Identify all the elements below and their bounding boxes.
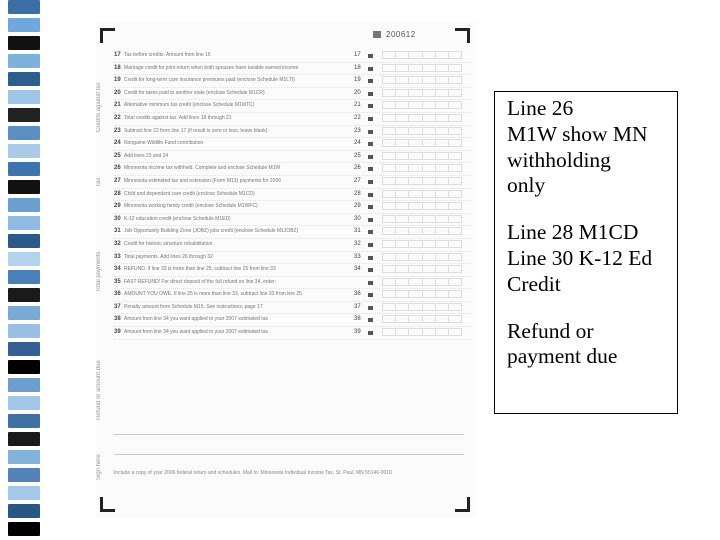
side-label-payments: Total payments (96, 251, 102, 293)
line-description: Minnesota estimated tax and extension (Form M13) payments for 2006 (124, 177, 282, 184)
line-marker (368, 180, 373, 184)
form-line-row (114, 151, 472, 164)
amount-field (382, 303, 462, 311)
side-label-credits: Credits against tax (96, 82, 102, 132)
line-number: 22 (114, 114, 121, 121)
note-line: payment due (507, 344, 618, 369)
bar-square (8, 504, 40, 518)
line-number: 28 (114, 190, 121, 197)
form-line-row (114, 314, 472, 327)
form-line-row (114, 189, 472, 202)
bar-square (8, 270, 40, 284)
note-line: withholding (507, 147, 611, 172)
line-marker (368, 205, 373, 209)
amount-field (382, 127, 462, 135)
bar-square (8, 360, 40, 374)
form-line-row (114, 88, 472, 101)
bar-square (8, 306, 40, 320)
form-line-row (114, 289, 472, 302)
line-marker (368, 281, 373, 285)
spouse-signature-line (114, 454, 464, 455)
bar-square (8, 144, 40, 158)
amount-field (382, 164, 462, 172)
bar-square (8, 198, 40, 212)
amount-field (382, 114, 462, 122)
line-marker (368, 268, 373, 272)
bar-square (8, 468, 40, 482)
amount-field (382, 51, 462, 59)
amount-field (382, 139, 462, 147)
left-decorative-bar (8, 0, 40, 540)
line-description: Job Opportunity Building Zone (JOBZ) jobs credit (enclose Schedule M1JOBZ) (124, 228, 299, 235)
form-code-marker (373, 31, 381, 38)
line-marker (368, 218, 373, 222)
line-number-right: 32 (354, 240, 361, 247)
amount-field (382, 227, 462, 235)
bar-square (8, 72, 40, 86)
line-description: Subtract line 22 from line 17 (if result is zero or less, leave blank) (124, 127, 268, 134)
note-line: M1W show MN (507, 121, 648, 146)
note-block-credits (507, 220, 677, 297)
line-description: Credit for taxes paid to another state (enclose Schedule M1CR) (124, 89, 265, 96)
bar-square (8, 0, 40, 14)
line-description: Child and dependent care credit (enclose Schedule M1CD) (124, 190, 255, 197)
line-number-right: 25 (354, 152, 361, 159)
line-number-right: 27 (354, 177, 361, 184)
line-marker (368, 54, 373, 58)
amount-field (382, 76, 462, 84)
line-marker (368, 293, 373, 297)
line-marker (368, 92, 373, 96)
amount-field (382, 315, 462, 323)
form-line-row (114, 126, 472, 139)
side-label-sign: Sign here (96, 454, 102, 480)
line-number: 36 (114, 291, 121, 298)
crop-mark-bottom-left (100, 497, 115, 512)
line-description: Credit for long-term care insurance premiums paid (enclose Schedule M1LTI) (124, 77, 295, 84)
form-line-row (114, 226, 472, 239)
line-marker (368, 331, 373, 335)
line-number: 18 (114, 64, 121, 71)
amount-field (382, 152, 462, 160)
line-number-right: 38 (354, 316, 361, 323)
line-marker (368, 167, 373, 171)
note-line: Credit (507, 271, 561, 296)
amount-field (382, 89, 462, 97)
line-number: 33 (114, 253, 121, 260)
line-number-right: 33 (354, 253, 361, 260)
line-number: 17 (114, 52, 121, 58)
line-description: Penalty amount from Schedule M15. See instructions, page 17 (124, 303, 263, 310)
line-number: 32 (114, 240, 121, 247)
line-number: 23 (114, 127, 121, 134)
line-number-right: 30 (354, 215, 361, 222)
line-number-right: 29 (354, 203, 361, 210)
crop-mark-top-left (100, 28, 115, 43)
amount-field (382, 64, 462, 72)
bar-square (8, 252, 40, 266)
line-description: REFUND. If line 33 is more than line 25, subtract line 25 from line 33 (124, 266, 276, 273)
form-line-row (114, 239, 472, 252)
line-description: Nongame Wildlife Fund contribution (124, 140, 204, 147)
line-marker (368, 230, 373, 234)
note-line: only (507, 173, 546, 198)
form-line-row (114, 138, 472, 151)
form-line-row (114, 252, 472, 265)
line-number-right: 17 (354, 52, 361, 58)
form-line-row (114, 113, 472, 126)
form-line-row (114, 63, 472, 76)
bar-square (8, 288, 40, 302)
line-description: AMOUNT YOU OWE. If line 25 is more than line 33, subtract line 33 from line 25 (124, 291, 302, 298)
note-block-refund (507, 319, 677, 371)
line-description: K-12 education credit (enclose Schedule M1ED) (124, 215, 231, 222)
line-number-right: 26 (354, 165, 361, 172)
amount-field (382, 328, 462, 336)
bar-square (8, 180, 40, 194)
line-number-right: 23 (354, 127, 361, 134)
bar-square (8, 486, 40, 500)
amount-field (382, 240, 462, 248)
amount-field (382, 202, 462, 210)
bar-square (8, 54, 40, 68)
notes-text-box (494, 91, 678, 414)
form-line-row (114, 100, 472, 113)
bar-square (8, 324, 40, 338)
note-line: Line 28 M1CD (507, 220, 639, 245)
line-description: Total credits against tax. Add lines 18 through 21 (124, 114, 232, 121)
line-number-right: 19 (354, 77, 361, 84)
bar-square (8, 36, 40, 50)
signature-line (114, 434, 464, 435)
line-marker (368, 130, 373, 134)
line-number-right: 39 (354, 329, 361, 336)
line-description: Amount from line 34 you want applied to your 2007 estimated tax (124, 316, 268, 323)
note-block-withholding (507, 96, 677, 199)
line-marker (368, 306, 373, 310)
line-marker (368, 117, 373, 121)
line-description: Minnesota working family credit (enclose Schedule M1WFC) (124, 203, 258, 210)
line-number-right: 24 (354, 140, 361, 147)
line-description: FAST REFUND! For direct deposit of the full refund on line 34, enter: (124, 278, 276, 285)
line-number: 25 (114, 152, 121, 159)
line-marker (368, 243, 373, 247)
bar-square (8, 108, 40, 122)
line-number: 34 (114, 266, 121, 273)
line-number-right: 37 (354, 303, 361, 310)
note-line: Line 26 (507, 96, 574, 120)
line-number: 20 (114, 89, 121, 96)
bar-square (8, 216, 40, 230)
line-description: Alternative minimum tax credit (enclose Schedule M1MTC) (124, 102, 255, 109)
line-number: 26 (114, 165, 121, 172)
line-number-right: 18 (354, 64, 361, 71)
line-marker (368, 193, 373, 197)
line-marker (368, 104, 373, 108)
tax-form-scan (96, 22, 476, 518)
line-number-right: 34 (354, 266, 361, 273)
line-description: Tax before credits. Amount from line 16 (124, 52, 211, 58)
line-marker (368, 256, 373, 260)
bar-square (8, 162, 40, 176)
line-number: 29 (114, 203, 121, 210)
bar-square (8, 414, 40, 428)
crop-mark-top-right (455, 28, 470, 43)
form-line-row (114, 50, 472, 63)
form-line-row (114, 176, 472, 189)
line-number: 30 (114, 215, 121, 222)
form-line-row (114, 277, 472, 290)
line-number-right: 31 (354, 228, 361, 235)
line-marker (368, 318, 373, 322)
line-description: Marriage credit for joint return when both spouses have taxable earned income (124, 64, 299, 71)
crop-mark-bottom-right (455, 497, 470, 512)
line-number-right: 22 (354, 114, 361, 121)
line-number: 38 (114, 316, 121, 323)
amount-field (382, 190, 462, 198)
note-line: Refund or (507, 318, 594, 343)
line-description: Amount from line 34 you want applied to your 2007 estimated tax (124, 329, 268, 336)
amount-field (382, 215, 462, 223)
side-label-tax: Tax (96, 177, 102, 187)
bar-square (8, 396, 40, 410)
bar-square (8, 90, 40, 104)
line-marker (368, 155, 373, 159)
line-number-right: 21 (354, 102, 361, 109)
amount-field (382, 265, 462, 273)
line-number-right: 20 (354, 89, 361, 96)
line-number: 35 (114, 278, 121, 285)
amount-field (382, 253, 462, 261)
bar-square (8, 126, 40, 140)
form-footer-text: Include a copy of your 2006 federal return and schedules. Mail to: Minnesota Individual Income Tax, St. Paul, MN 55146-0010 (114, 470, 392, 476)
bar-square (8, 234, 40, 248)
form-line-row (114, 163, 472, 176)
line-marker (368, 142, 373, 146)
form-line-row (114, 214, 472, 227)
line-number: 19 (114, 77, 121, 84)
bar-square (8, 342, 40, 356)
bar-square (8, 378, 40, 392)
form-line-row (114, 75, 472, 88)
line-marker (368, 79, 373, 83)
line-marker (368, 67, 373, 71)
bar-square (8, 432, 40, 446)
line-number: 39 (114, 329, 121, 336)
bar-square (8, 522, 40, 536)
form-line-row (114, 302, 472, 315)
line-description: Credit for historic structure rehabilitation (124, 240, 213, 247)
form-lines (114, 50, 472, 340)
line-description: Total payments. Add lines 26 through 32 (124, 253, 213, 260)
amount-field (382, 177, 462, 185)
line-number: 21 (114, 102, 121, 109)
line-number: 27 (114, 177, 121, 184)
form-line-row (114, 264, 472, 277)
side-label-refund: Refund or amount due (96, 360, 102, 420)
line-number-right: 36 (354, 291, 361, 298)
amount-field (382, 278, 462, 286)
bar-square (8, 450, 40, 464)
amount-field (382, 101, 462, 109)
line-description: Minnesota income tax withheld. Complete and enclose Schedule M1W (124, 165, 281, 172)
form-line-row (114, 327, 472, 340)
form-line-row (114, 201, 472, 214)
amount-field (382, 290, 462, 298)
line-description: Add lines 23 and 24 (124, 152, 169, 159)
bar-square (8, 18, 40, 32)
form-code: 200612 (386, 30, 416, 39)
line-number: 31 (114, 228, 121, 235)
line-number: 37 (114, 303, 121, 310)
line-number: 24 (114, 140, 121, 147)
note-line: Line 30 K-12 Ed (507, 245, 653, 270)
line-number-right: 28 (354, 190, 361, 197)
